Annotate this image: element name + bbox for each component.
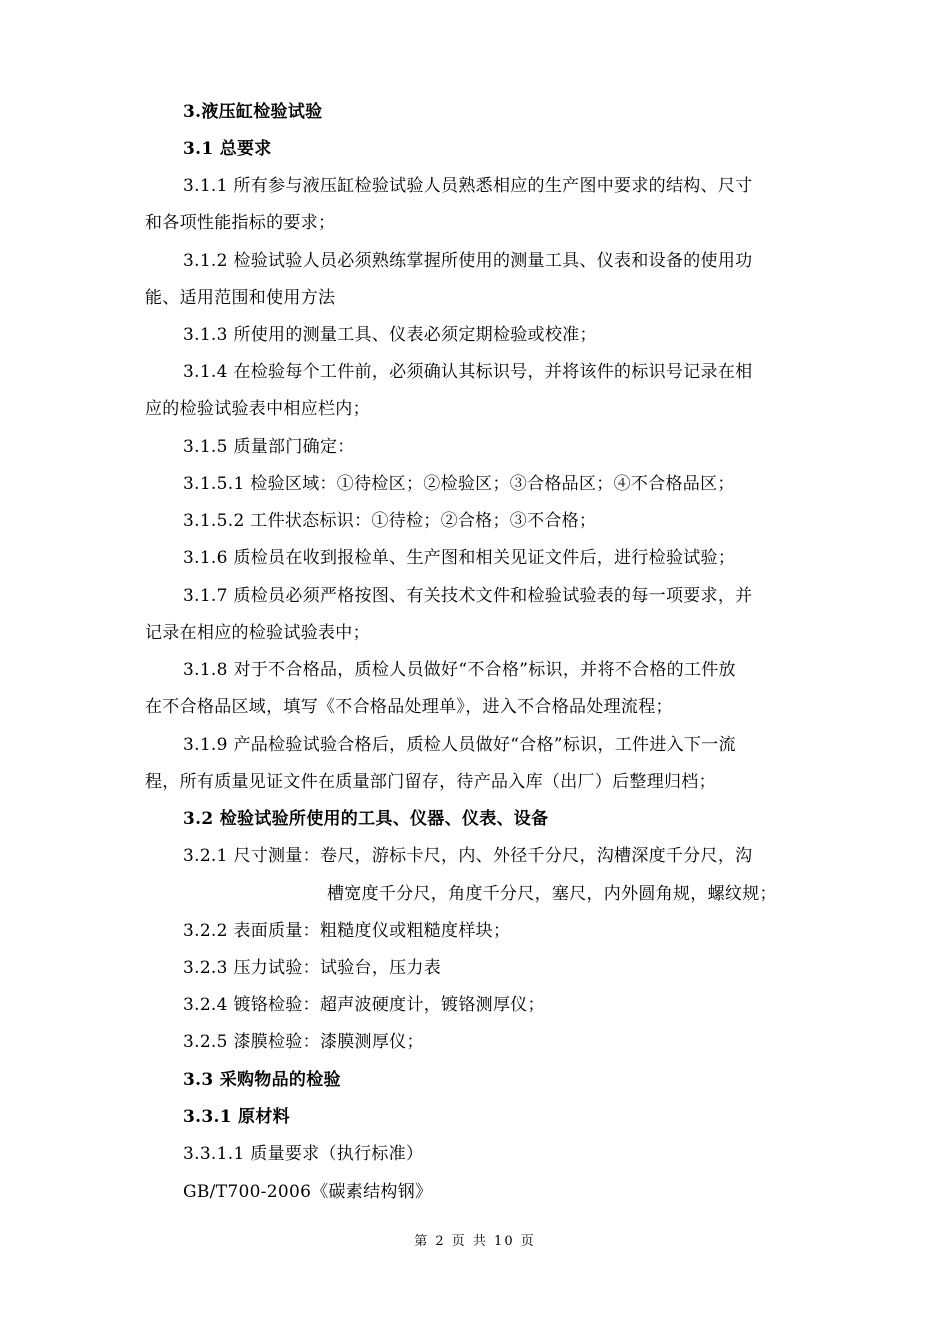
paragraph-3-1-4-line1: 3.1.4 在检验每个工件前，必须确认其标识号，并将该件的标识号记录在相 [183,362,753,382]
heading-section-3-3-1: 3.3.1 原材料 [183,1107,290,1127]
paragraph-3-2-1-line2: 槽宽度千分尺，角度千分尺，塞尺，内外圆角规，螺纹规； [327,884,777,904]
paragraph-3-2-2: 3.2.2 表面质量：粗糙度仪或粗糙度样块； [183,921,511,941]
heading-section-3-3: 3.3 采购物品的检验 [183,1070,341,1090]
paragraph-3-1-9-line1: 3.1.9 产品检验试验合格后，质检人员做好“合格”标识，工件进入下一流 [183,735,736,755]
paragraph-3-2-4: 3.2.4 镀铬检验：超声波硬度计，镀铬测厚仪； [183,995,545,1015]
paragraph-3-1-1-line2: 和各项性能指标的要求； [145,213,336,233]
paragraph-3-2-1-line1: 3.2.1 尺寸测量：卷尺，游标卡尺，内、外径千分尺，沟槽深度千分尺，沟 [183,846,753,866]
paragraph-standard-gb-t700: GB/T700-2006《碳素结构钢》 [183,1182,433,1202]
paragraph-3-1-9-line2: 程，所有质量见证文件在质量部门留存，待产品入库（出厂）后整理归档； [145,772,716,792]
paragraph-3-1-4-line2: 应的检验试验表中相应栏内； [145,399,370,419]
paragraph-3-1-7-line2: 记录在相应的检验试验表中； [145,623,370,643]
paragraph-3-1-5-2: 3.1.5.2 工件状态标识：①待检；②合格；③不合格； [183,511,597,531]
page-number-footer: 第 2 页 共 10 页 [414,1234,536,1249]
paragraph-3-2-5: 3.2.5 漆膜检验：漆膜测厚仪； [183,1032,424,1052]
paragraph-3-1-2-line1: 3.1.2 检验试验人员必须熟练掌握所使用的测量工具、仪表和设备的使用功 [183,251,753,271]
heading-section-3-2: 3.2 检验试验所使用的工具、仪器、仪表、设备 [183,809,549,829]
paragraph-3-2-3: 3.2.3 压力试验：试验台，压力表 [183,958,442,978]
paragraph-3-1-1-line1: 3.1.1 所有参与液压缸检验试验人员熟悉相应的生产图中要求的结构、尺寸 [183,176,753,196]
paragraph-3-1-5-1: 3.1.5.1 检验区域：①待检区；②检验区；③合格品区；④不合格品区； [183,474,735,494]
paragraph-3-1-8-line2: 在不合格品区域，填写《不合格品处理单》，进入不合格品处理流程； [145,697,673,717]
paragraph-3-1-3: 3.1.3 所使用的测量工具、仪表必须定期检验或校准； [183,325,597,345]
paragraph-3-1-7-line1: 3.1.7 质检员必须严格按图、有关技术文件和检验试验表的每一项要求，并 [183,586,753,606]
paragraph-3-1-2-line2: 能、适用范围和使用方法 [145,288,336,308]
paragraph-3-1-8-line1: 3.1.8 对于不合格品，质检人员做好“不合格”标识，并将不合格的工件放 [183,660,736,680]
heading-section-3-1: 3.1 总要求 [183,139,272,159]
paragraph-3-3-1-1: 3.3.1.1 质量要求（执行标准） [183,1144,424,1164]
paragraph-3-1-5: 3.1.5 质量部门确定： [183,437,355,457]
heading-section-3: 3.液压缸检验试验 [183,102,323,122]
paragraph-3-1-6: 3.1.6 质检员在收到报检单、生产图和相关见证文件后，进行检验试验； [183,548,736,568]
